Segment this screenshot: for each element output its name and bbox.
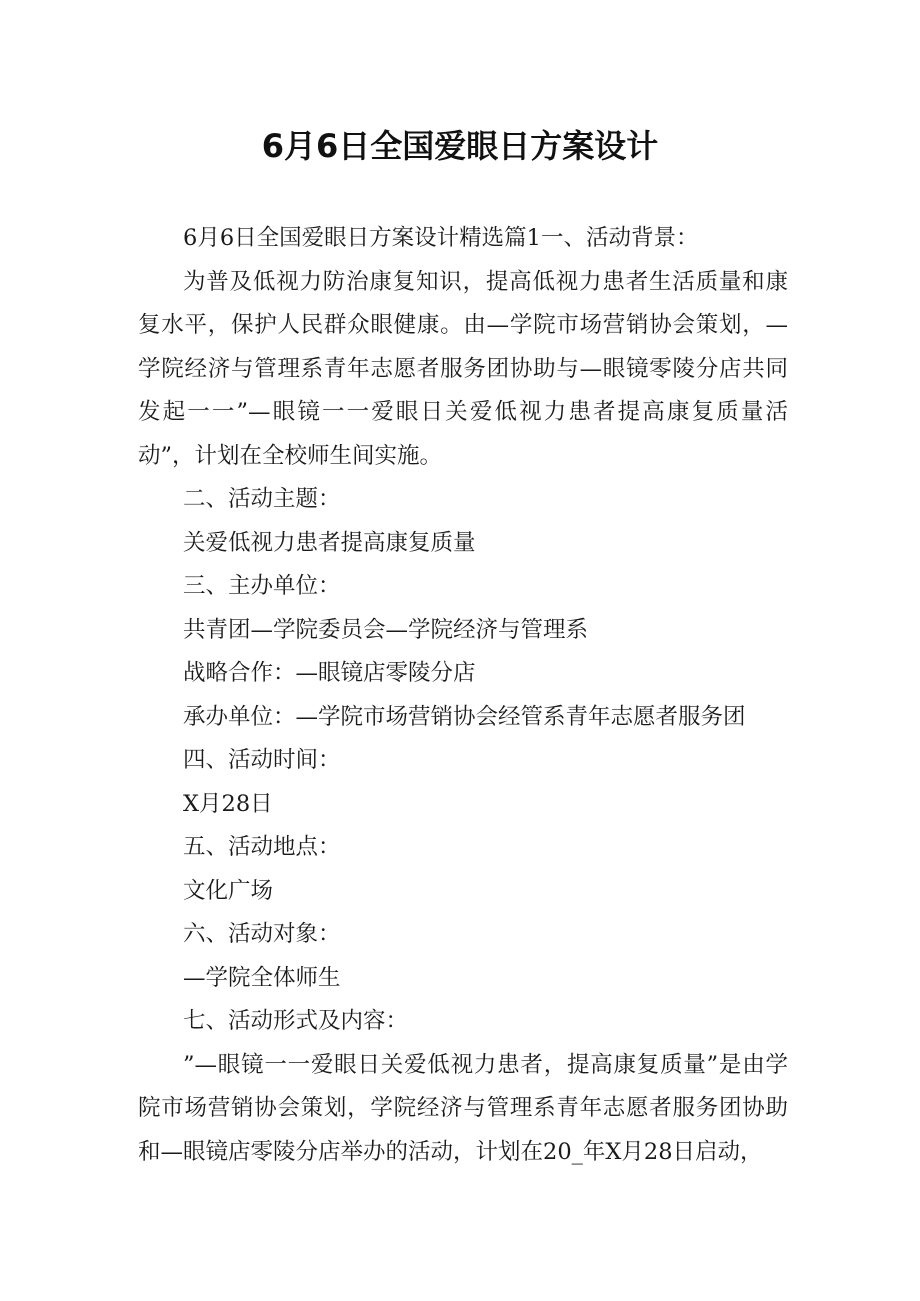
paragraph-format: ”—眼镜一一爱眼日关爱低视力患者，提高康复质量”是由学院市场营销协会策划，学院经济与管理系青年志愿者服务团协助和—眼镜店零陵分店举办的活动，计划在20_年X月28日启动，: [138, 1051, 788, 1165]
paragraph-partner: 战略合作：—眼镜店零陵分店: [183, 660, 476, 686]
paragraph-theme: 关爱低视力患者提高康复质量: [183, 529, 476, 556]
paragraph-time: X月28日: [183, 790, 273, 817]
section-heading-format: 七、活动形式及内容：: [183, 1008, 409, 1034]
document-body: [138, 217, 788, 1174]
section-heading-time: 四、活动时间：: [183, 747, 341, 773]
paragraph-audience: —学院全体师生: [183, 964, 341, 991]
paragraph-intro-heading: 6月6日全国爱眼日方案设计精选篇1一、活动背景：: [183, 225, 699, 251]
document-title: 6月6日全国爱眼日方案设计: [261, 127, 659, 165]
paragraph-background: 为普及低视力防治康复知识，提高低视力患者生活质量和康复水平，保护人民群众眼健康。由—学院市场营销协会策划，—学院经济与管理系青年志愿者服务团协助与—眼镜零陵分店共同发起一一”—眼镜一一爱眼日关爱低视力患者提高康复质量活动”，计划在全校师生间实施。: [138, 268, 788, 469]
paragraph-host: 承办单位：—学院市场营销协会经管系青年志愿者服务团: [183, 703, 746, 730]
section-heading-location: 五、活动地点：: [183, 834, 341, 860]
paragraph-location: 文化广场: [183, 877, 274, 904]
section-heading-organizer: 三、主办单位：: [183, 573, 341, 599]
paragraph-organizer: 共青团—学院委员会—学院经济与管理系: [183, 616, 589, 643]
section-heading-theme: 二、活动主题：: [183, 486, 341, 512]
section-heading-audience: 六、活动对象：: [183, 921, 341, 947]
